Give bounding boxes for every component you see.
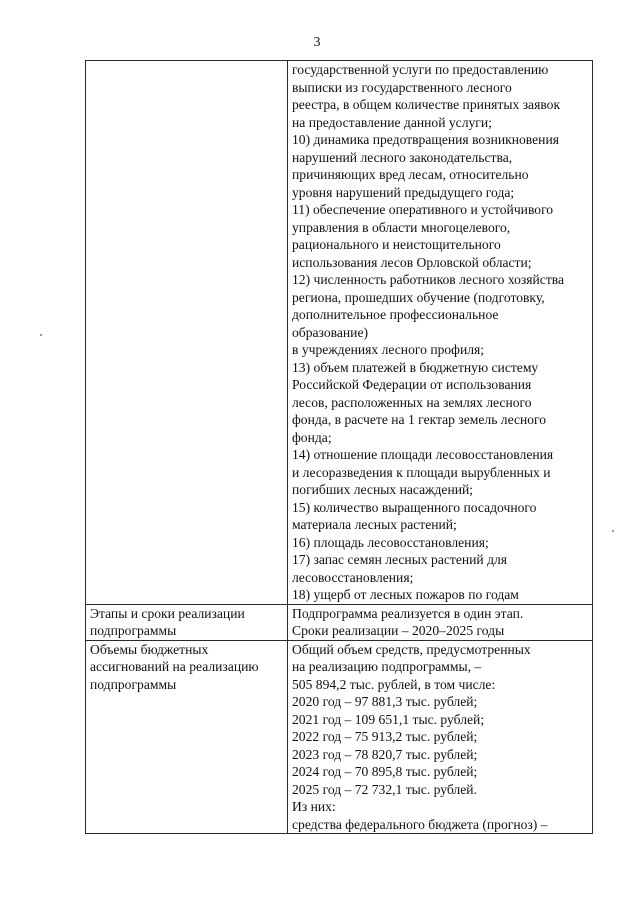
- text-line: уровня нарушений предыдущего года;: [292, 184, 515, 200]
- cell-stages-value: [288, 604, 593, 640]
- text-line: подпрограммы: [90, 623, 177, 638]
- text-line: 505 894,2 тыс. рублей, в том числе:: [292, 676, 496, 692]
- text-line: в учреждениях лесного профиля;: [292, 342, 485, 357]
- text-line: погибших лесных насаждений;: [292, 482, 474, 497]
- cell-budget-label: [86, 640, 288, 834]
- text-line: на реализацию подпрограммы, –: [292, 659, 482, 674]
- text-line: 2025 год – 72 732,1 тыс. рублей.: [292, 781, 477, 797]
- text-line: региона, прошедших обучение (подготовку,: [292, 289, 545, 305]
- text-line: подпрограммы: [90, 676, 177, 692]
- text-line: 2022 год – 75 913,2 тыс. рублей;: [292, 729, 478, 744]
- text-line: Общий объем средств, предусмотренных: [292, 641, 531, 657]
- text-line: 15) количество выращенного посадочного: [292, 499, 537, 515]
- text-line: Из них:: [292, 799, 336, 814]
- text-line: рационального и неистощительного: [292, 237, 501, 252]
- text-line: 2021 год – 109 651,1 тыс. рублей;: [292, 711, 485, 727]
- text-line: 2020 год – 97 881,3 тыс. рублей;: [292, 694, 478, 709]
- text-line: лесов, расположенных на землях лесного: [292, 394, 532, 410]
- scan-speck: [40, 334, 42, 336]
- table-row-indicators: [86, 61, 593, 605]
- text-line: фонда, в расчете на 1 гектар земель лесного: [292, 412, 547, 427]
- text-line: средства федерального бюджета (прогноз) –: [292, 816, 548, 832]
- text-line: Объемы бюджетных: [90, 641, 209, 657]
- text-line: государственной услуги по предоставлению: [292, 62, 549, 77]
- cell-stages-label: [86, 604, 288, 640]
- text-line: Этапы и сроки реализации: [90, 605, 245, 621]
- text-line: выписки из государственного лесного: [292, 79, 512, 95]
- text-line: дополнительное профессиональное: [292, 307, 499, 322]
- text-line: лесовосстановления;: [292, 569, 414, 585]
- page-number: 3: [313, 35, 321, 50]
- text-line: реестра, в общем количестве принятых заявок: [292, 97, 561, 112]
- text-line: 12) численность работников лесного хозяйства: [292, 272, 565, 287]
- text-line: материала лесных растений;: [292, 517, 457, 532]
- text-line: 13) объем платежей в бюджетную систему: [292, 359, 539, 375]
- table-row-budget: [86, 640, 593, 834]
- text-line: 18) ущерб от лесных пожаров по годам: [292, 587, 519, 602]
- text-line: ассигнований на реализацию: [90, 659, 259, 674]
- text-line: 16) площадь лесовосстановления;: [292, 534, 489, 550]
- table-row-stages: [86, 604, 593, 640]
- text-line: 2024 год – 70 895,8 тыс. рублей;: [292, 764, 478, 779]
- text-line: использования лесов Орловской области;: [292, 254, 532, 270]
- text-line: 14) отношение площади лесовосстановления: [292, 447, 554, 462]
- text-line: образование): [292, 324, 369, 340]
- text-line: Российской Федерации от использования: [292, 377, 532, 392]
- text-line: управления в области многоцелевого,: [292, 219, 511, 235]
- text-line: Подпрограмма реализуется в один этап.: [292, 605, 524, 621]
- text-line: нарушений лесного законодательства,: [292, 149, 513, 165]
- text-line: и лесоразведения к площади вырубленных и: [292, 464, 551, 480]
- subprogram-passport-table: [85, 60, 593, 834]
- text-line: 11) обеспечение оперативного и устойчивого: [292, 202, 554, 217]
- text-line: Сроки реализации – 2020–2025 годы: [292, 623, 505, 638]
- text-line: 10) динамика предотвращения возникновения: [292, 132, 559, 147]
- cell-indicators-label: [86, 61, 288, 605]
- text-line: 17) запас семян лесных растений для: [292, 552, 508, 567]
- cell-budget-value: [288, 640, 593, 834]
- text-line: фонда;: [292, 429, 332, 445]
- text-line: на предоставление данной услуги;: [292, 114, 492, 130]
- scan-speck: [612, 530, 614, 532]
- text-line: 2023 год – 78 820,7 тыс. рублей;: [292, 746, 478, 762]
- cell-indicators-list: [288, 61, 593, 605]
- text-line: причиняющих вред лесам, относительно: [292, 167, 529, 182]
